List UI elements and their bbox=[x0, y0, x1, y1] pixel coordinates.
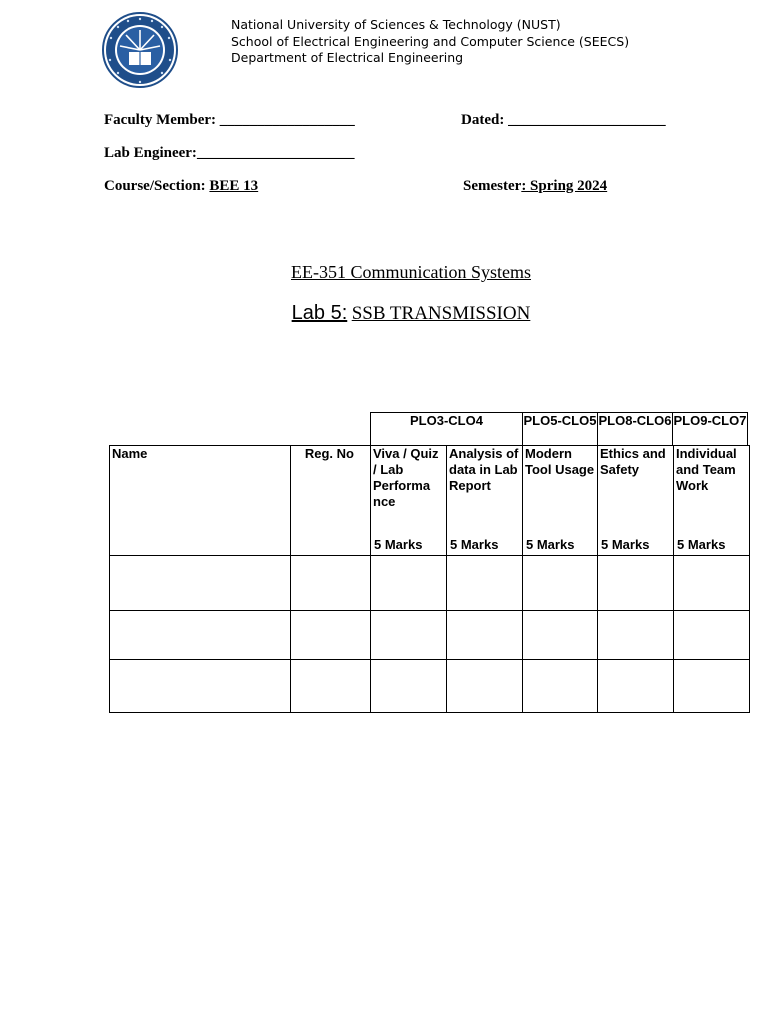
lab-number: Lab 5: bbox=[291, 302, 348, 324]
table-cell[interactable] bbox=[598, 660, 674, 713]
plo-header: PLO5-CLO5 bbox=[523, 413, 598, 446]
semester-label: Semester bbox=[463, 178, 522, 194]
table-cell[interactable] bbox=[110, 556, 291, 611]
university-seal-icon bbox=[100, 12, 180, 88]
university-name: National University of Sciences & Technology (NUST) bbox=[231, 17, 561, 32]
semester-field bbox=[463, 178, 607, 195]
institution-header bbox=[231, 17, 629, 67]
marks-label: 5 Marks bbox=[677, 537, 726, 552]
table-cell[interactable] bbox=[523, 556, 598, 611]
column-header-name: Name bbox=[110, 446, 291, 556]
marks-label: 5 Marks bbox=[601, 537, 650, 552]
column-header-ethics: Ethics and Safety 5 Marks bbox=[598, 446, 674, 556]
table-cell[interactable] bbox=[674, 556, 750, 611]
column-header-analysis: Analysis of data in Lab Report 5 Marks bbox=[447, 446, 523, 556]
plo-header: PLO8-CLO6 bbox=[598, 413, 673, 446]
table-cell[interactable] bbox=[447, 611, 523, 660]
department-name: Department of Electrical Engineering bbox=[231, 50, 464, 65]
faculty-blank[interactable]: __________________ bbox=[219, 112, 355, 128]
table-cell[interactable] bbox=[291, 611, 371, 660]
dated-blank[interactable]: _____________________ bbox=[508, 112, 666, 128]
course-title: EE-351 Communication Systems bbox=[291, 262, 531, 282]
table-cell[interactable] bbox=[523, 611, 598, 660]
column-header-viva: Viva / Quiz / Lab Performa nce 5 Marks bbox=[371, 446, 447, 556]
plo-header: PLO9-CLO7 bbox=[673, 413, 748, 446]
column-header-modern-tool: Modern Tool Usage 5 Marks bbox=[523, 446, 598, 556]
column-header-reg-no: Reg. No bbox=[291, 446, 371, 556]
lab-title bbox=[0, 302, 768, 325]
table-row bbox=[110, 556, 750, 611]
table-cell[interactable] bbox=[674, 611, 750, 660]
table-cell[interactable] bbox=[291, 556, 371, 611]
table-cell[interactable] bbox=[674, 660, 750, 713]
table-cell[interactable] bbox=[110, 611, 291, 660]
table-header-row bbox=[110, 446, 750, 556]
table-cell[interactable] bbox=[371, 556, 447, 611]
school-name: School of Electrical Engineering and Computer Science (SEECS) bbox=[231, 33, 630, 49]
table-cell[interactable] bbox=[447, 556, 523, 611]
course-label: Course/Section: bbox=[104, 178, 206, 194]
table-cell[interactable] bbox=[291, 660, 371, 713]
marks-label: 5 Marks bbox=[374, 537, 423, 552]
table-cell[interactable] bbox=[598, 611, 674, 660]
plo-header-table bbox=[370, 412, 748, 446]
dated-label: Dated: bbox=[461, 112, 505, 128]
semester-value: : Spring 2024 bbox=[521, 178, 608, 194]
lab-name: SSB TRANSMISSION bbox=[351, 303, 531, 324]
engineer-field bbox=[104, 145, 354, 162]
marks-table bbox=[109, 445, 750, 713]
marks-label: 5 Marks bbox=[526, 537, 575, 552]
table-cell[interactable] bbox=[598, 556, 674, 611]
course-value: BEE 13 bbox=[209, 178, 259, 194]
table-cell[interactable] bbox=[523, 660, 598, 713]
column-header-teamwork: Individual and Team Work 5 Marks bbox=[674, 446, 750, 556]
plo-header: PLO3-CLO4 bbox=[371, 413, 523, 446]
marks-label: 5 Marks bbox=[450, 537, 499, 552]
table-cell[interactable] bbox=[371, 611, 447, 660]
engineer-label: Lab Engineer: bbox=[104, 145, 197, 161]
table-cell[interactable] bbox=[447, 660, 523, 713]
table-row bbox=[110, 660, 750, 713]
engineer-blank[interactable]: _____________________ bbox=[196, 145, 355, 161]
table-cell[interactable] bbox=[371, 660, 447, 713]
course-field bbox=[104, 178, 258, 195]
table-cell[interactable] bbox=[110, 660, 291, 713]
faculty-field bbox=[104, 112, 355, 129]
table-row bbox=[110, 611, 750, 660]
faculty-label: Faculty Member: bbox=[104, 112, 217, 128]
dated-field bbox=[461, 112, 666, 129]
